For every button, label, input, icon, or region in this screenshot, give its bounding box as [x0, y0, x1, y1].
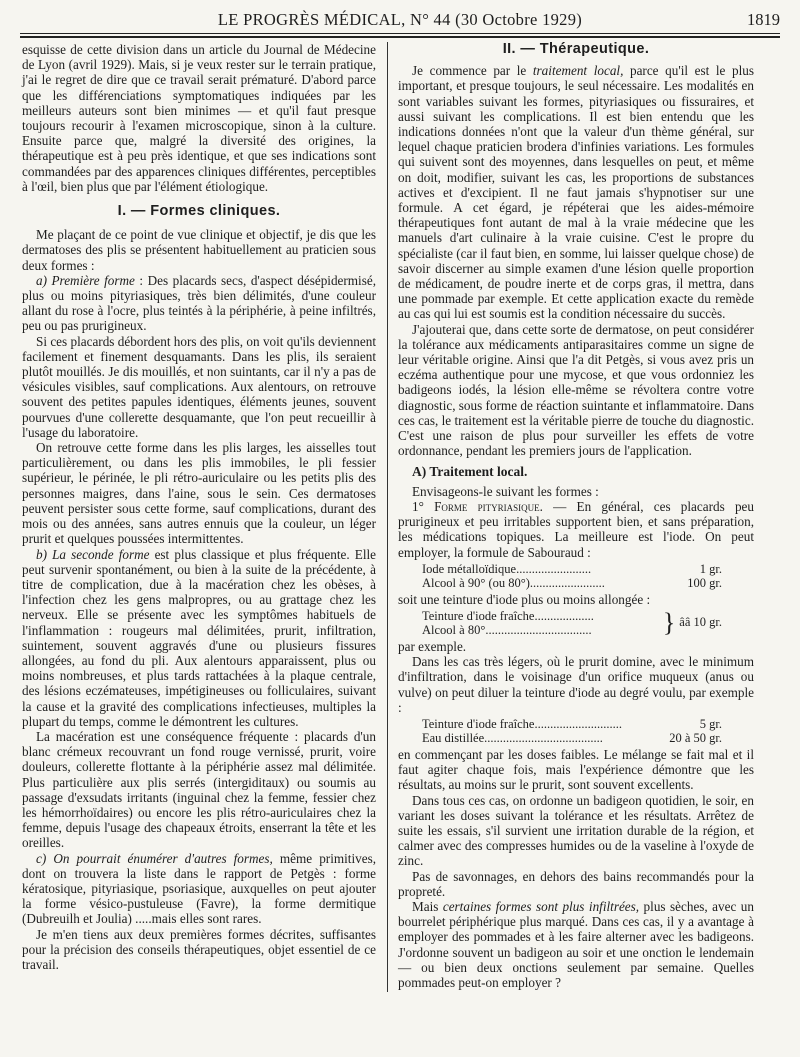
paragraph: Si ces placards débordent hors des plis, on voit qu'ils deviennent facilement et finement desquamants. Dans les plis, ils seraient plutôt mouillés. Je dis mouillés, et non suintants, car il n'y a pas de vésicules visibles, sauf complications. Aux alentours, on retrouve souvent des petites papules identiques, éléments jeunes, souvent pourvues d'une collerette desquamante, que l'on peut recueillir à l'usage du laboratoire.	[22, 333, 376, 440]
paragraph: Envisageons-le suivant les formes :	[412, 483, 599, 499]
sub-heading: A) Traitement local.	[412, 464, 528, 480]
paragraph: esquisse de cette division dans un article du Journal de Médecine de Lyon (avril 1929). Mais, si je veux rester sur le terrain pratique, j'ai le regret de dire que ce travail serait prématuré. D'abord parce que les différenciations symptomatiques indiquées par les meilleurs auteurs sont bien minimes — et qu'il faut presque toujours recourir à l'examen microscopique, sinon à la culture. Ensuite parce que, malgré la diversité des origines, la thérapeutique est à peu près identique, et que ses indications sont commandées par des apparences cliniques différentes, perceptibles à l'œil, bien plus que par l'élément étiologique.	[22, 42, 376, 194]
paragraph: Dans tous ces cas, on ordonne un badigeon quotidien, le soir, en variant les doses suivant la tolérance et les résultats. Arrêtez de suite les essais, s'il survient une irritation durable de la région, et calmer avec des compresses humides ou de la vaseline à l'oxyde de zinc.	[398, 792, 754, 869]
left-column	[22, 42, 376, 972]
form-label: 1° Forme pityriasique.	[412, 498, 543, 514]
formula-quantity: ââ 10 gr.	[679, 615, 722, 630]
formula-line: Alcool à 80°..................................	[422, 622, 592, 637]
section-heading: I. — Formes cliniques.	[117, 203, 281, 220]
paragraph: 1° Forme pityriasique. — En général, ces placards peu prurigineux et peu irritables supportent bien, et sans préparation, les médications topiques. La meilleure est l'iode. On peut employer, la formule de Sabouraud :	[398, 498, 754, 560]
header-rule	[20, 33, 780, 34]
paragraph: La macération est une conséquence fréquente : placards d'un blanc crémeux recouvrant un fond rouge vernissé, prurit, voire douleurs, collerette flottante à la périphérie assez mal délimitée. Plus particulière aux plis serrés (intergiditaux) ou soumis au passage d'exsudats irritants (inguinal chez la femme, fessier chez les hémorrhoïdaires) ou encore les plis rétro-auriculaires chez la femme, depuis l'usage des chapeaux étroits, enserrant la tête et les oreilles.	[22, 728, 376, 851]
formula-line: Alcool à 90° (ou 80°)........................ 100 gr.	[422, 575, 722, 590]
paragraph: en commençant par les doses faibles. Le mélange se fait mal et il faut agiter chaque fois, mais l'expérience démontre que les résultats, au moins sur le prurit, sont souvent excellents.	[398, 746, 754, 793]
section-heading: II. — Thérapeutique.	[502, 41, 650, 57]
paragraph: c) On pourrait énumérer d'autres formes, même primitives, dont on trouvera la liste dans le rapport de Petgès : forme kératosique, pityriasique, psoriasique, auxquelles on peut ajouter la forme vésico-pustuleuse (Favre), la forme dermitique (Dubreuilh et Joulia) .....mais elles sont rares.	[22, 850, 376, 927]
form-label: b) La seconde forme	[36, 546, 150, 562]
paragraph: Mais certaines formes sont plus infiltrées, plus sèches, avec un bourrelet périphérique plus marqué. Dans ces cas, il y a avantage à employer des pommades et à les faire alterner avec les badigeons. J'ordonne souvent un badigeon au soir et une onction le lendemain — ou bien deux onctions seulement par semaine. Quelles pommades peut-on employer ?	[398, 898, 754, 990]
formula-sabouraud	[422, 562, 722, 590]
paragraph: Me plaçant de ce point de vue clinique et objectif, je dis que les dermatoses des plis se présentent habituellement au praticien sous deux formes :	[22, 227, 376, 273]
formula-line: Teinture d'iode fraîche...................	[422, 608, 594, 623]
header-rule-thick	[20, 36, 780, 38]
paragraph: Je commence par le traitement local, parce qu'il est le plus important, et presque toujours, le seul nécessaire. Les modalités en sont variables suivant les formes, pityriasiques ou fissuraires, et aussi suivant les complications. Il est bien entendu que les indications données n'ont que la valeur d'un thème général, sur lequel chaque praticien brodera d'infinies variations. Les formules qui suivent sont des moyennes, dans lesquelles on peut, et même on doit, modifier, suivant les cas, les proportions de substances actives et d'excipient. Il ne faut jamais s'hypnotiser sur une formule. A cet égard, je répéterai que les aides-mémoire thérapeutiques font autant de mal à la vraie médecine que les manuels d'art culinaire à la vraie cuisine. C'est le propre du spécialiste (car il faut bien, en somme, lui laisser quelque chose) de savoir discerner au simple examen d'une lésion quelle proportion de médicament, de poudre inerte et de corps gras, il mettra, dans une pommade par exemple. Et cette application exacte du remède au cas qui lui est soumis est la condition nécessaire du succès.	[398, 63, 754, 322]
form-label: a) Première forme	[36, 272, 135, 288]
formula-tincture	[422, 609, 722, 637]
paragraph: Dans les cas très légers, où le prurit domine, avec le minimum d'infiltration, dans le voisinage d'un orifice muqueux (anus ou vulve) on peut diluer la teinture d'iode au degré voulu, par exemple :	[398, 654, 754, 715]
paragraph: par exemple.	[398, 638, 467, 654]
paragraph: On retrouve cette forme dans les plis larges, les aisselles tout particulièrement, ou dans les plis immobiles, le pli fessier supérieur, le périnée, le pli rétro-auriculaire ou les petits plis des personnes maigres, dans l'aine, sous le sein. Ces dermatoses peuvent persister sous cette forme, sauf complications, durant des mois ou des années, sans autres ennuis que la couleur, un léger prurit et quelques poussées intermittentes.	[22, 440, 376, 547]
paragraph: Pas de savonnages, en dehors des bains recommandés pour la propreté.	[398, 868, 754, 899]
brace-icon: }	[662, 607, 676, 637]
paragraph: J'ajouterai que, dans cette sorte de dermatose, on peut considérer la tolérance aux médicaments antiparasitaires comme un signe de leur véritable origine. Ainsi que l'a dit Petgès, si vous avez pris un eczéma authentique pour une mycose, et que vous ordonniez les badigeons iodés, la lésion elle-même se révoltera contre votre diagnostic, sous forme de réaction suintante et inflammatoire. Dans ces cas, le traitement est la véritable pierre de touche du diagnostic. C'est une raison de plus pour surveiller les effets de votre ordonnance, pendant les premiers jours de l'application.	[398, 321, 754, 459]
paragraph: a) Première forme : Des placards secs, d'aspect désépidermisé, plus ou moins pityriasiques, très bien délimités, d'une couleur allant du rose à l'ocre, plus teintés à la périphérie, à peine infiltrés, peu ou pas prurigineux.	[22, 272, 376, 334]
column-divider	[387, 42, 388, 992]
formula-line: Iode métalloïdique........................ 1 gr.	[422, 561, 722, 576]
paragraph: Je m'en tiens aux deux premières formes décrites, suffisantes pour la précision des conseils thérapeutiques, objet essentiel de ce travail.	[22, 926, 376, 972]
formula-line: Eau distillée...................................... 20 à 50 gr.	[422, 730, 722, 745]
formula-dilution	[422, 717, 722, 745]
formula-line: Teinture d'iode fraîche............................ 5 gr.	[422, 716, 722, 731]
paragraph: b) La seconde forme est plus classique et plus fréquente. Elle peut survenir spontanément, ou bien à la suite de la précédente, à titre de complication, due à la macération chez les obèses, à l'infection chez les gens malpropres, ou au grattage chez les nerveux. Elle se présente avec les symptômes habituels de l'inflammation : rougeurs mal délimitées, prurit, infiltration, suintement, souvent aggravés d'une ou plusieurs fissures allongées, au fond du pli. Aux alentours apparaissent, plus ou moins nombreuses, et plus tards rattachées à la plaque centrale, des lésions eczémateuses, impétigineuses ou folliculaires, suivant la cause et la gravité des complications infectieuses, multiples la plupart du temps, comme le démontrent les cultures.	[22, 546, 376, 729]
paragraph: soit une teinture d'iode plus ou moins allongée :	[398, 591, 651, 607]
right-column	[398, 42, 754, 990]
running-header	[20, 8, 780, 32]
running-title: LE PROGRÈS MÉDICAL, N° 44 (30 Octobre 1929)	[217, 10, 583, 29]
form-label: c) On pourrait énumérer d'autres formes,	[36, 850, 273, 866]
page-number: 1819	[747, 10, 780, 29]
